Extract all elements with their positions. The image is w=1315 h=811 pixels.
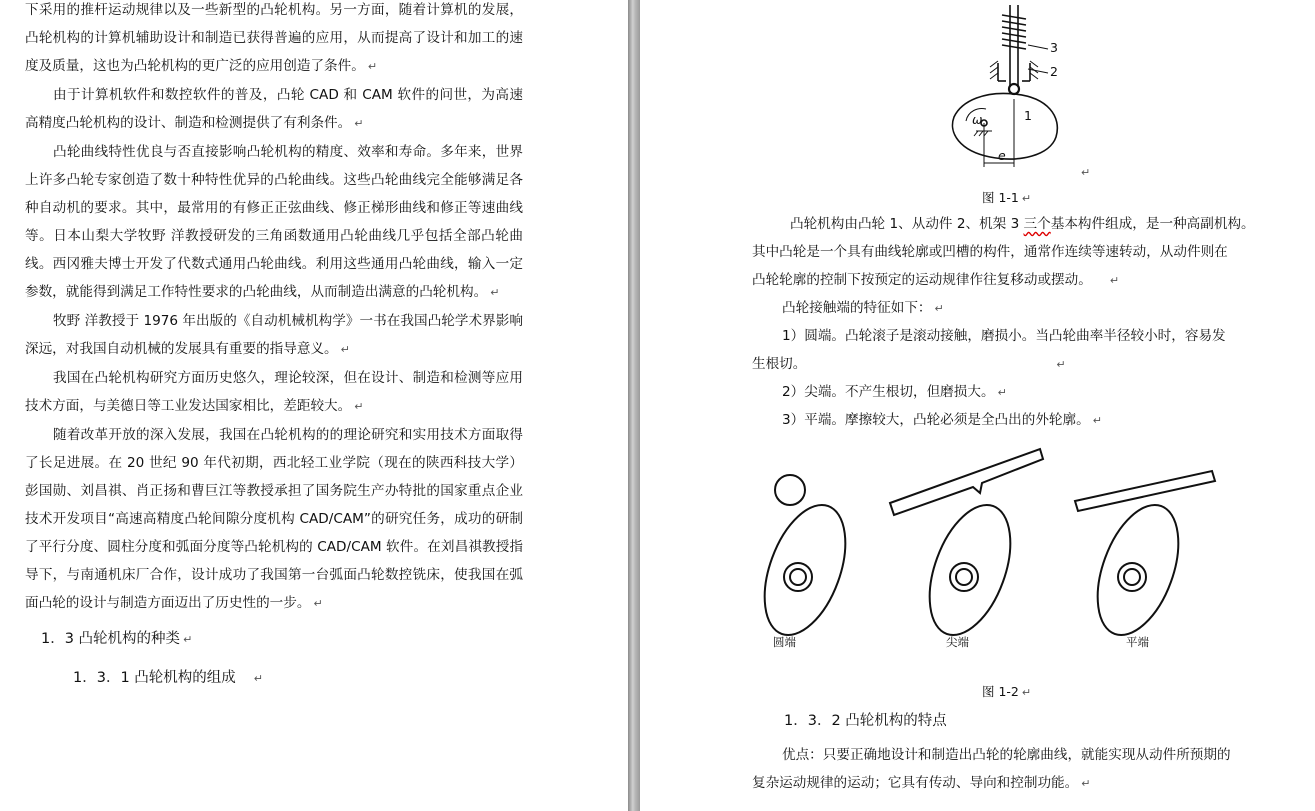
- figure-1-1-cam-mechanism: [940, 5, 1080, 175]
- fig2-label-knife: 尖端: [946, 635, 969, 649]
- figure-1-2-follower-types: [760, 445, 1230, 655]
- paragraph: 牧野 洋教授于 1976 年出版的《自动机械机构学》一书在我国凸轮学术界影响深远，对我国自动机械的发展具有重要的指导意义。 ↵: [25, 313, 523, 357]
- list-item-round-end-cont: 生根切。 ↵: [752, 356, 1066, 372]
- fig1-label-2: 2: [1050, 64, 1058, 79]
- contact-title: 凸轮接触端的特征如下： ↵: [782, 300, 944, 316]
- paragraph-advantages: 优点：只要正确地设计和制造出凸轮的轮廓曲线，就能实现从动件所预期的: [782, 747, 1231, 763]
- fig1-label-1: 1: [1024, 108, 1032, 123]
- figure-1-1-caption: 图 1-1 ↵: [982, 190, 1032, 205]
- section-heading-1-3: 1．3 凸轮机构的种类 ↵: [41, 631, 193, 647]
- list-item-round-end: 1）圆端。凸轮滚子是滚动接触，磨损小。当凸轮曲率半径较小时，容易发: [782, 328, 1226, 344]
- section-heading-1-3-1: 1．3．1 凸轮机构的组成 ↵: [73, 670, 264, 686]
- left-text-column: [25, 0, 523, 694]
- paragraph: 由于计算机软件和数控软件的普及，凸轮 CAD 和 CAM 软件的问世，为高速高精度凸轮机构的设计、制造和检测提供了有利条件。 ↵: [25, 87, 523, 131]
- paragraph-intro-line: 凸轮轮廓的控制下按预定的运动规律作往复移动或摆动。 ↵: [752, 272, 1120, 288]
- paragraph: 下采用的推杆运动规律以及一些新型的凸轮机构。另一方面，随着计算机的发展，凸轮机构的计算机辅助设计和制造已获得普遍的应用，从而提高了设计和加工的速度及质量，这也为凸轮机构的更广泛的应用创造了条件。 ↵: [25, 2, 523, 74]
- paragraph: 凸轮曲线特性优良与否直接影响凸轮机构的精度、效率和寿命。多年来，世界上许多凸轮专家创造了数十种特性优异的凸轮曲线。这些凸轮曲线完全能够满足各种自动机的要求。其中，最常用的有修正正弦曲线、修正梯形曲线和修正等速曲线等。日本山梨大学牧野 洋教授研发的三角函数通用凸轮曲线几乎包括全部凸轮曲线。西冈雅夫博士开发了代数式通用凸轮曲线。利用这些通用凸轮曲线，输入一定参数，就能得到满足工作特性要求的凸轮曲线，从而制造出满意的凸轮机构。 ↵: [25, 144, 523, 300]
- page-gutter: [628, 0, 640, 811]
- fig2-label-flat: 平端: [1126, 635, 1149, 649]
- figure-1-2-caption: 图 1-2 ↵: [982, 684, 1032, 699]
- paragraph-intro-line: 其中凸轮是一个具有曲线轮廓或凹槽的构件，通常作连续等速转动，从动件则在: [752, 244, 1228, 260]
- list-item-flat-end: 3）平端。摩擦较大，凸轮必须是全凸出的外轮廓。 ↵: [782, 412, 1102, 428]
- list-item-knife-end: 2）尖端。不产生根切，但磨损大。 ↵: [782, 384, 1007, 400]
- section-heading-1-3-2: 1．3．2 凸轮机构的特点: [784, 713, 947, 729]
- paragraph: 随着改革开放的深入发展，我国在凸轮机构的的理论研究和实用技术方面取得了长足进展。在 20 世纪 90 年代初期，西北轻工业学院（现在的陕西科技大学）彭国勋、刘昌祺、肖正扬和曹巨江等教授承担了国务院生产办特批的国家重点企业技术开发项目“高速高精度凸轮间隙分度机构 CAD/CAM”的研究任务，成功的研制了平行分度、圆柱分度和弧面分度等凸轮机构的 CAD/CAM 软件。在刘昌祺教授指导下，与南通机床厂合作，设计成功了我国第一台弧面凸轮数控铣床，使我国在弧面凸轮的设计与制造方面迈出了历史性的一步。 ↵: [25, 427, 523, 611]
- fig1-label-omega: ω: [972, 112, 983, 127]
- paragraph-intro: 凸轮机构由凸轮 1、从动件 2、机架 3 三个基本构件组成，是一种高副机构。: [790, 216, 1255, 232]
- fig2-label-round: 圆端: [773, 635, 796, 649]
- paragraph-advantages-cont: 复杂运动规律的运动；它具有传动、导向和控制功能。 ↵: [752, 775, 1091, 791]
- paragraph: 我国在凸轮机构研究方面历史悠久，理论较深，但在设计、制造和检测等应用技术方面，与美德日等工业发达国家相比，差距较大。 ↵: [25, 370, 523, 414]
- fig1-label-e: e: [998, 148, 1006, 163]
- fig1-label-3: 3: [1050, 40, 1058, 55]
